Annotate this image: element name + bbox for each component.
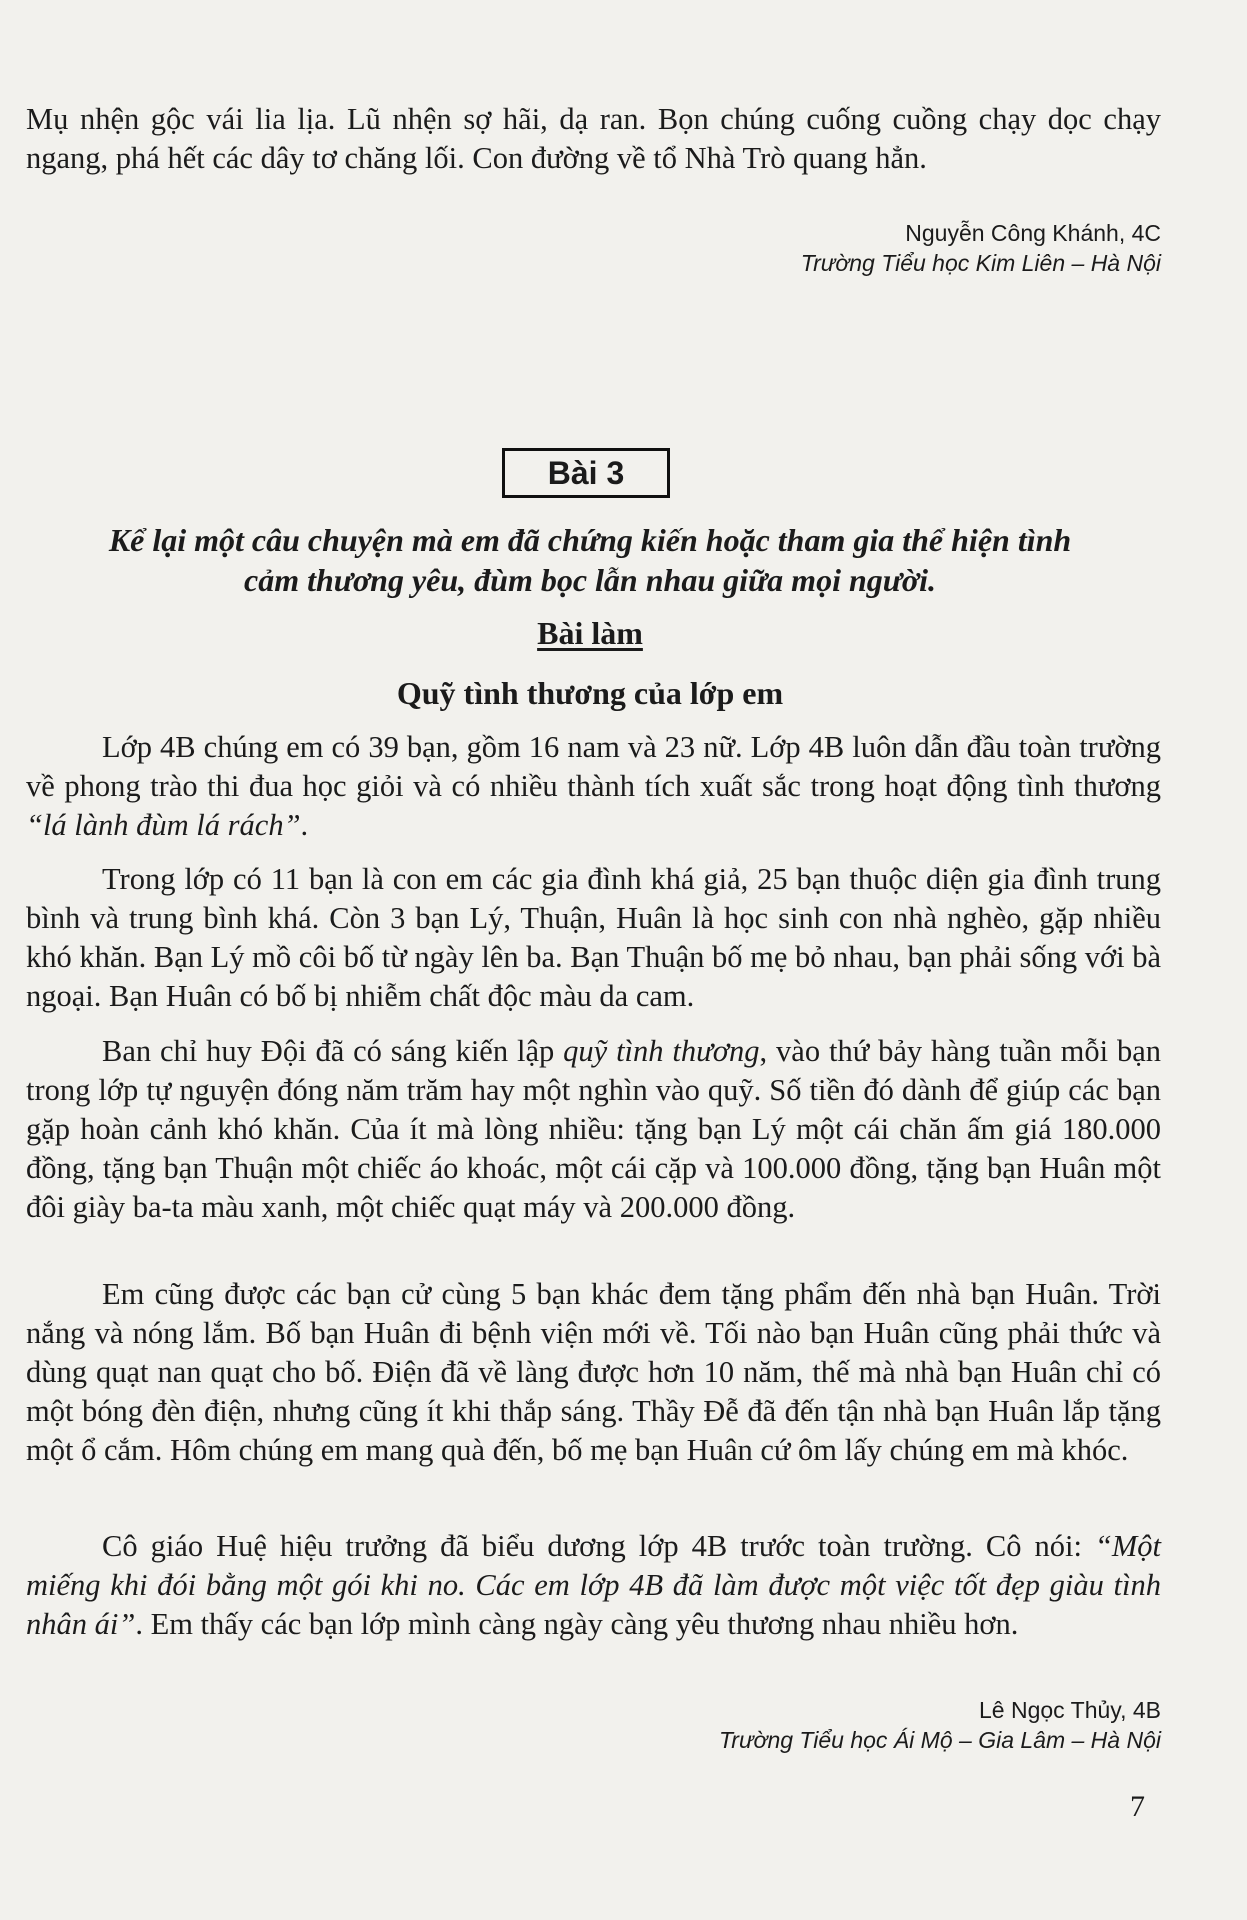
work-heading: Bài làm [537, 615, 643, 651]
p3-italic: quỹ tình thương [563, 1034, 760, 1068]
page-number: 7 [1130, 1790, 1145, 1823]
essay-paragraph-3 [26, 1032, 1161, 1227]
p5-text-end: . Em thấy các bạn lớp mình càng ngày càng yêu thương nhau nhiều hơn. [135, 1607, 1019, 1641]
signature-1-school: Trường Tiểu học Kim Liên – Hà Nội [800, 250, 1161, 276]
p3-text-start: Ban chỉ huy Đội đã có sáng kiến lập [102, 1034, 564, 1068]
task-label-box: Bài 3 [502, 448, 670, 498]
p1-text-end: . [300, 808, 309, 842]
signature-1 [801, 218, 1161, 278]
signature-2 [719, 1695, 1161, 1755]
signature-2-school: Trường Tiểu học Ái Mộ – Gia Lâm – Hà Nội [718, 1727, 1161, 1753]
essay-paragraph-5 [26, 1527, 1161, 1644]
essay-paragraph-4: Em cũng được các bạn cử cùng 5 bạn khác đem tặng phẩm đến nhà bạn Huân. Trời nắng và nóng lắm. Bố bạn Huân đi bệnh viện mới về. Tối nào bạn Huân cũng phải thức và dùng quạt nan quạt cho bố. Điện đã về làng được hơn 10 năm, thế mà nhà bạn Huân chỉ có một bóng đèn điện, nhưng cũng ít khi thắp sáng. Thầy Đễ đã đến tận nhà bạn Huân lắp tặng một ổ cắm. Hôm chúng em mang quà đến, bố mẹ bạn Huân cứ ôm lấy chúng em mà khóc. [26, 1277, 1161, 1467]
p5-quote: “Một miếng khi đói bằng một gói khi no. Các em lớp 4B đã làm được một việc tốt đẹp giàu tình nhân ái” [26, 1529, 1161, 1641]
signature-2-name: Lê Ngọc Thủy, 4B [979, 1697, 1161, 1723]
essay-paragraph-2: Trong lớp có 11 bạn là con em các gia đình khá giả, 25 bạn thuộc diện gia đình trung bình và trung bình khá. Còn 3 bạn Lý, Thuận, Huân là học sinh con nhà nghèo, gặp nhiều khó khăn. Bạn Lý mồ côi bố từ ngày lên ba. Bạn Thuận bố mẹ bỏ nhau, bạn phải sống với bà ngoại. Bạn Huân có bố bị nhiễm chất độc màu da cam. [26, 862, 1161, 1013]
p3-text-end: , vào thứ bảy hàng tuần mỗi bạn trong lớp tự nguyện đóng năm trăm hay một nghìn vào quỹ. Số tiền đó dành để giúp các bạn gặp hoàn cảnh khó khăn. Của ít mà lòng nhiều: tặng bạn Lý một cái chăn ấm giá 180.000 đồng, tặng bạn Thuận một chiếc áo khoác, một cái cặp và 100.000 đồng, tặng bạn Huân một đôi giày ba-ta màu xanh, một chiếc quạt máy và 200.000 đồng. [26, 1034, 1161, 1224]
task-prompt: Kể lại một câu chuyện mà em đã chứng kiến hoặc tham gia thể hiện tình cảm thương yêu, đùm bọc lẫn nhau giữa mọi người. [108, 522, 1072, 598]
signature-1-name: Nguyễn Công Khánh, 4C [905, 220, 1161, 246]
essay-title: Quỹ tình thương của lớp em [396, 675, 784, 711]
intro-paragraph: Mụ nhện gộc vái lia lịa. Lũ nhện sợ hãi, dạ ran. Bọn chúng cuống cuồng chạy dọc chạy ngang, phá hết các dây tơ chăng lối. Con đường về tổ Nhà Trò quang hẳn. [26, 102, 1161, 175]
p5-text-start: Cô giáo Huệ hiệu trưởng đã biểu dương lớp 4B trước toàn trường. Cô nói: [102, 1529, 1095, 1563]
p1-quote: “lá lành đùm lá rách” [26, 808, 301, 842]
p1-text-start: Lớp 4B chúng em có 39 bạn, gồm 16 nam và 23 nữ. Lớp 4B luôn dẫn đầu toàn trường về phong trào thi đua học giỏi và có nhiều thành tích xuất sắc trong hoạt động tình thương [26, 730, 1161, 803]
essay-paragraph-1 [26, 728, 1161, 845]
